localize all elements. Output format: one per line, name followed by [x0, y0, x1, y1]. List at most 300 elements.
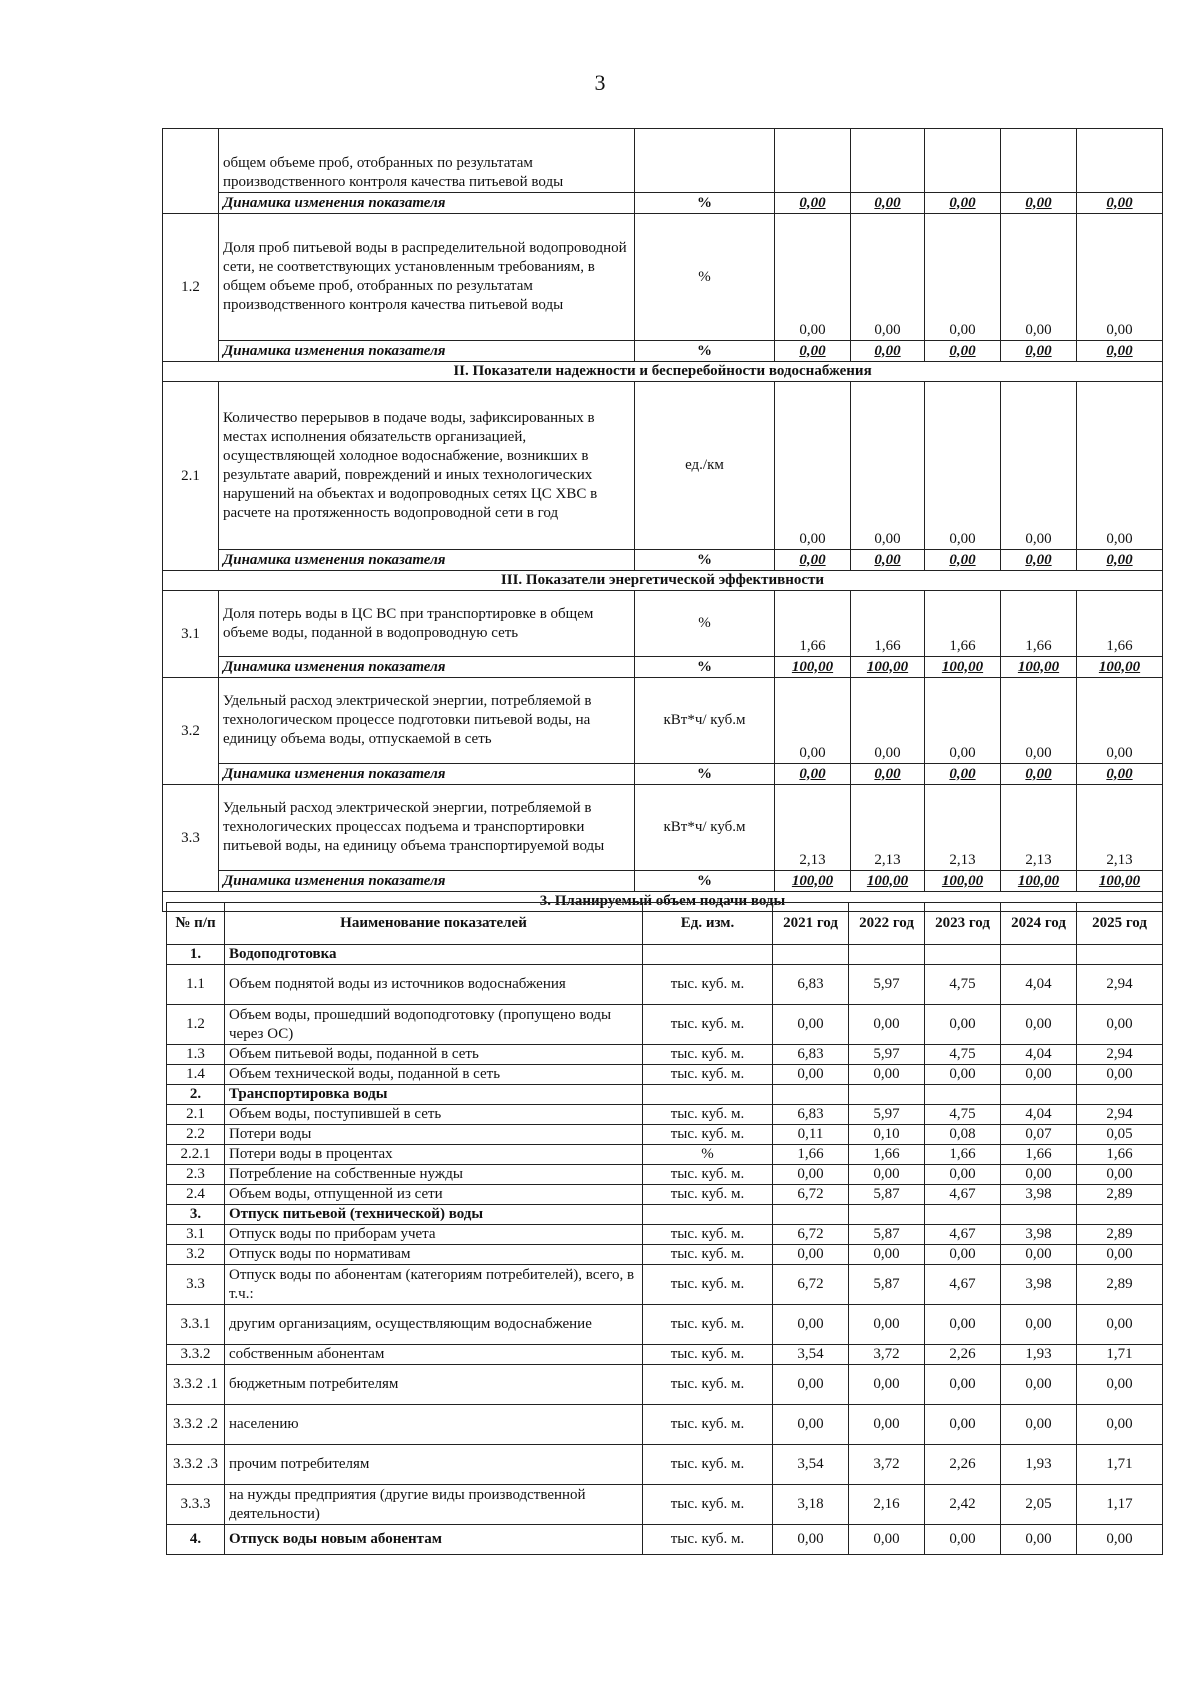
table-row — [167, 1305, 1163, 1345]
value: 5,97 — [849, 1045, 925, 1065]
value: 2,13 — [775, 785, 851, 871]
col-header-year: 2023 год — [925, 903, 1001, 945]
value: 0,00 — [849, 1245, 925, 1265]
value: 0,00 — [1001, 1305, 1077, 1345]
value: 0,00 — [773, 1405, 849, 1445]
section-title: II. Показатели надежности и бесперебойности водоснабжения — [163, 362, 1163, 382]
indicator-name: Отпуск воды по абонентам (категориям потребителей), всего, в т.ч.: — [225, 1265, 643, 1305]
value: 0,00 — [1077, 382, 1163, 550]
value: 0,00 — [925, 1165, 1001, 1185]
table-row — [167, 965, 1163, 1005]
value — [773, 1085, 849, 1105]
value: 0,00 — [1001, 678, 1077, 764]
table-row — [163, 785, 1163, 871]
dynamics-value: 0,00 — [1001, 193, 1077, 214]
row-number: 3.3.3 — [167, 1485, 225, 1525]
value: 0,00 — [1077, 1005, 1163, 1045]
value: 0,05 — [1077, 1125, 1163, 1145]
value — [925, 1205, 1001, 1225]
row-number: 1.1 — [167, 965, 225, 1005]
indicator-name: Объем технической воды, поданной в сеть — [225, 1065, 643, 1085]
indicator-name: другим организациям, осуществляющим водоснабжение — [225, 1305, 643, 1345]
table-row — [167, 1045, 1163, 1065]
dynamics-label: Динамика изменения показателя — [219, 657, 635, 678]
dynamics-row — [163, 341, 1163, 362]
value — [925, 945, 1001, 965]
dynamics-label: Динамика изменения показателя — [219, 341, 635, 362]
section-row — [163, 571, 1163, 591]
table-row — [167, 1345, 1163, 1365]
dynamics-value: 0,00 — [851, 764, 925, 785]
value: 0,00 — [1001, 1165, 1077, 1185]
indicator-name: общем объеме проб, отобранных по результатам производственного контроля качества питьевой воды — [219, 129, 635, 193]
value: 0,00 — [1077, 1165, 1163, 1185]
value: 0,00 — [1077, 1405, 1163, 1445]
planned-volume-table — [166, 902, 1163, 1555]
unit: тыс. куб. м. — [643, 1525, 773, 1555]
table-row — [167, 1225, 1163, 1245]
value: 2,16 — [849, 1485, 925, 1525]
value: 0,00 — [849, 1305, 925, 1345]
row-number: 3.3.2 .2 — [167, 1405, 225, 1445]
table-row — [163, 129, 1163, 193]
value: 2,42 — [925, 1485, 1001, 1525]
unit — [643, 1085, 773, 1105]
value: 0,00 — [925, 214, 1001, 341]
indicator-name: Отпуск воды новым абонентам — [225, 1525, 643, 1555]
row-number: 1.2 — [163, 214, 219, 362]
value: 0,00 — [775, 382, 851, 550]
unit: тыс. куб. м. — [643, 1405, 773, 1445]
row-number: 3.1 — [167, 1225, 225, 1245]
value: 4,75 — [925, 1045, 1001, 1065]
value: 0,00 — [1001, 1065, 1077, 1085]
dynamics-label: Динамика изменения показателя — [219, 871, 635, 892]
dynamics-value: 100,00 — [775, 871, 851, 892]
value: 1,66 — [1001, 1145, 1077, 1165]
planned-volume-body — [167, 945, 1163, 1555]
indicator-name: на нужды предприятия (другие виды производственной деятельности) — [225, 1485, 643, 1525]
dynamics-row — [163, 193, 1163, 214]
table-row — [167, 1125, 1163, 1145]
unit: ед./км — [635, 382, 775, 550]
value: 0,00 — [1077, 1365, 1163, 1405]
dynamics-value: 0,00 — [851, 193, 925, 214]
dynamics-value: 0,00 — [1077, 764, 1163, 785]
section-title: III. Показатели энергетической эффективности — [163, 571, 1163, 591]
value: 0,11 — [773, 1125, 849, 1145]
unit: тыс. куб. м. — [643, 1245, 773, 1265]
value: 1,71 — [1077, 1445, 1163, 1485]
unit: тыс. куб. м. — [643, 1305, 773, 1345]
table-row — [163, 591, 1163, 657]
value: 2,05 — [1001, 1485, 1077, 1525]
value: 0,00 — [1077, 678, 1163, 764]
dynamics-value: 100,00 — [925, 871, 1001, 892]
value: 1,17 — [1077, 1485, 1163, 1525]
unit: % — [635, 591, 775, 657]
value: 2,89 — [1077, 1265, 1163, 1305]
dynamics-value: 0,00 — [1001, 550, 1077, 571]
value: 6,72 — [773, 1225, 849, 1245]
col-header-unit: Ед. изм. — [643, 903, 773, 945]
value: 3,98 — [1001, 1265, 1077, 1305]
unit: % — [635, 214, 775, 341]
value: 6,83 — [773, 1105, 849, 1125]
value: 0,00 — [773, 1065, 849, 1085]
row-number: 1. — [167, 945, 225, 965]
dynamics-value: 0,00 — [1077, 341, 1163, 362]
value — [849, 1085, 925, 1105]
group-row — [167, 1085, 1163, 1105]
value: 3,18 — [773, 1485, 849, 1525]
row-number: 3.3.2 — [167, 1345, 225, 1365]
value — [773, 945, 849, 965]
row-number: 3.3.1 — [167, 1305, 225, 1345]
table-row — [163, 382, 1163, 550]
unit: тыс. куб. м. — [643, 965, 773, 1005]
dynamics-value: 100,00 — [1001, 657, 1077, 678]
indicator-name: Удельный расход электрической энергии, потребляемой в технологических процессах подъема и транспортировки питьевой воды, на единицу объема транспортируемой воды — [219, 785, 635, 871]
dynamics-value: 100,00 — [851, 871, 925, 892]
unit: тыс. куб. м. — [643, 1065, 773, 1085]
value: 4,75 — [925, 1105, 1001, 1125]
dynamics-value: 0,00 — [1001, 341, 1077, 362]
value: 1,93 — [1001, 1345, 1077, 1365]
value — [1077, 945, 1163, 965]
value: 1,66 — [925, 591, 1001, 657]
dynamics-unit: % — [635, 871, 775, 892]
value: 0,00 — [1001, 1245, 1077, 1265]
unit — [643, 1205, 773, 1225]
value: 0,00 — [925, 1305, 1001, 1345]
unit: тыс. куб. м. — [643, 1005, 773, 1045]
value: 0,00 — [925, 382, 1001, 550]
col-header-number: № п/п — [167, 903, 225, 945]
value: 0,00 — [1001, 1005, 1077, 1045]
value: 1,66 — [849, 1145, 925, 1165]
value: 5,87 — [849, 1185, 925, 1205]
unit: тыс. куб. м. — [643, 1045, 773, 1065]
value: 0,00 — [851, 382, 925, 550]
row-number: 3.3 — [167, 1265, 225, 1305]
value: 0,00 — [775, 678, 851, 764]
value: 0,00 — [1001, 1525, 1077, 1555]
unit: тыс. куб. м. — [643, 1265, 773, 1305]
value: 3,72 — [849, 1445, 925, 1485]
unit: тыс. куб. м. — [643, 1185, 773, 1205]
table-header-row — [167, 903, 1163, 945]
value: 3,54 — [773, 1345, 849, 1365]
col-header-year: 2021 год — [773, 903, 849, 945]
value: 2,89 — [1077, 1225, 1163, 1245]
value: 0,08 — [925, 1125, 1001, 1145]
dynamics-value: 0,00 — [775, 341, 851, 362]
value: 0,00 — [925, 1365, 1001, 1405]
value — [849, 945, 925, 965]
unit: тыс. куб. м. — [643, 1485, 773, 1525]
value: 2,94 — [1077, 1105, 1163, 1125]
value: 0,00 — [775, 214, 851, 341]
value: 4,04 — [1001, 1105, 1077, 1125]
table-row — [167, 1445, 1163, 1485]
value: 4,67 — [925, 1225, 1001, 1245]
value: 3,54 — [773, 1445, 849, 1485]
value: 0,00 — [851, 214, 925, 341]
value: 0,00 — [849, 1065, 925, 1085]
value: 4,04 — [1001, 965, 1077, 1005]
value: 4,67 — [925, 1265, 1001, 1305]
unit: тыс. куб. м. — [643, 1165, 773, 1185]
indicator-name: Потребление на собственные нужды — [225, 1165, 643, 1185]
value: 0,00 — [1001, 382, 1077, 550]
unit: тыс. куб. м. — [643, 1225, 773, 1245]
table-row — [167, 1245, 1163, 1265]
value: 0,00 — [849, 1165, 925, 1185]
value — [1001, 1205, 1077, 1225]
value: 2,94 — [1077, 965, 1163, 1005]
row-number: 2.1 — [163, 382, 219, 571]
dynamics-row — [163, 550, 1163, 571]
dynamics-value: 0,00 — [775, 550, 851, 571]
row-number: 3.2 — [163, 678, 219, 785]
row-number: 3.3.2 .3 — [167, 1445, 225, 1485]
value: 0,00 — [925, 1005, 1001, 1045]
group-row — [167, 1205, 1163, 1225]
row-number: 2. — [167, 1085, 225, 1105]
value: 5,87 — [849, 1265, 925, 1305]
value: 1,71 — [1077, 1345, 1163, 1365]
dynamics-row — [163, 764, 1163, 785]
value: 1,66 — [775, 591, 851, 657]
value: 1,66 — [851, 591, 925, 657]
value: 0,00 — [1077, 1245, 1163, 1265]
value: 2,89 — [1077, 1185, 1163, 1205]
dynamics-value: 0,00 — [775, 764, 851, 785]
col-header-year: 2025 год — [1077, 903, 1163, 945]
indicator-name: населению — [225, 1405, 643, 1445]
value — [1001, 1085, 1077, 1105]
indicator-name: Количество перерывов в подаче воды, зафиксированных в местах исполнения обязательств организацией, осуществляющей холодное водоснабжение, возникших в результате аварий, повреждений и иных технологических нарушений на объектах и водопроводных сетях ЦС ХВС в расчете на протяженность водопроводной сети в год — [219, 382, 635, 550]
unit: тыс. куб. м. — [643, 1105, 773, 1125]
value: 1,93 — [1001, 1445, 1077, 1485]
indicator-name: прочим потребителям — [225, 1445, 643, 1485]
dynamics-unit: % — [635, 657, 775, 678]
unit: тыс. куб. м. — [643, 1125, 773, 1145]
row-number: 3. — [167, 1205, 225, 1225]
value: 0,00 — [773, 1165, 849, 1185]
value: 0,00 — [1077, 1525, 1163, 1555]
value: 0,00 — [925, 1065, 1001, 1085]
value: 0,00 — [773, 1305, 849, 1345]
dynamics-label: Динамика изменения показателя — [219, 764, 635, 785]
row-number: 4. — [167, 1525, 225, 1555]
value: 1,66 — [1077, 1145, 1163, 1165]
table-row — [167, 1525, 1163, 1555]
row-number: 3.1 — [163, 591, 219, 678]
table-row — [167, 1105, 1163, 1125]
page-number: 3 — [594, 70, 606, 95]
indicator-name: Объем воды, прошедший водоподготовку (пропущено воды через ОС) — [225, 1005, 643, 1045]
table-row — [167, 1005, 1163, 1045]
table-row — [167, 1185, 1163, 1205]
value: 2,26 — [925, 1445, 1001, 1485]
value: 6,72 — [773, 1185, 849, 1205]
value: 0,00 — [1001, 214, 1077, 341]
value: 6,83 — [773, 965, 849, 1005]
value: 6,83 — [773, 1045, 849, 1065]
indicator-name: бюджетным потребителям — [225, 1365, 643, 1405]
value: 2,13 — [1001, 785, 1077, 871]
table-row — [167, 1405, 1163, 1445]
unit: тыс. куб. м. — [643, 1445, 773, 1485]
value: 4,67 — [925, 1185, 1001, 1205]
value: 5,97 — [849, 965, 925, 1005]
value: 3,98 — [1001, 1225, 1077, 1245]
value: 0,00 — [773, 1525, 849, 1555]
unit — [643, 945, 773, 965]
indicator-name: Потери воды — [225, 1125, 643, 1145]
value: 0,00 — [849, 1005, 925, 1045]
value: 0,10 — [849, 1125, 925, 1145]
value: 5,87 — [849, 1225, 925, 1245]
value: 0,00 — [849, 1405, 925, 1445]
row-number: 2.3 — [167, 1165, 225, 1185]
value — [1077, 1205, 1163, 1225]
dynamics-value: 100,00 — [1077, 871, 1163, 892]
indicator-name: Водоподготовка — [225, 945, 643, 965]
indicator-name: Доля потерь воды в ЦС ВС при транспортировке в общем объеме воды, поданной в водопроводную сеть — [219, 591, 635, 657]
dynamics-value: 0,00 — [925, 193, 1001, 214]
dynamics-value: 100,00 — [1077, 657, 1163, 678]
row-number: 3.2 — [167, 1245, 225, 1265]
dynamics-value: 100,00 — [851, 657, 925, 678]
dynamics-value: 100,00 — [775, 657, 851, 678]
row-number: 3.3.2 .1 — [167, 1365, 225, 1405]
table-row — [167, 1365, 1163, 1405]
indicator-name: Объем питьевой воды, поданной в сеть — [225, 1045, 643, 1065]
value: 3,98 — [1001, 1185, 1077, 1205]
unit: тыс. куб. м. — [643, 1365, 773, 1405]
table-row — [167, 1265, 1163, 1305]
value — [925, 1085, 1001, 1105]
value: 1,66 — [1001, 591, 1077, 657]
value: 3,72 — [849, 1345, 925, 1365]
value: 2,13 — [1077, 785, 1163, 871]
table-row — [163, 678, 1163, 764]
dynamics-value: 0,00 — [1077, 550, 1163, 571]
value: 1,66 — [773, 1145, 849, 1165]
value: 2,13 — [851, 785, 925, 871]
value: 2,13 — [925, 785, 1001, 871]
value: 0,00 — [1077, 214, 1163, 341]
value: 0,00 — [925, 1245, 1001, 1265]
value: 0,00 — [925, 1525, 1001, 1555]
value: 0,00 — [773, 1365, 849, 1405]
value: 0,00 — [773, 1005, 849, 1045]
value: 0,00 — [849, 1525, 925, 1555]
row-number: 2.2.1 — [167, 1145, 225, 1165]
value: 4,04 — [1001, 1045, 1077, 1065]
dynamics-value: 0,00 — [925, 550, 1001, 571]
value — [1077, 1085, 1163, 1105]
row-number: 3.3 — [163, 785, 219, 892]
dynamics-value: 100,00 — [925, 657, 1001, 678]
dynamics-value: 0,00 — [1077, 193, 1163, 214]
indicator-name: Доля проб питьевой воды в распределительной водопроводной сети, не соответствующих установленным требованиям, в общем объеме проб, отобранных по результатам производственного контроля качества питьевой воды — [219, 214, 635, 341]
table-row — [163, 214, 1163, 341]
unit: % — [643, 1145, 773, 1165]
indicator-name: Транспортировка воды — [225, 1085, 643, 1105]
dynamics-row — [163, 871, 1163, 892]
dynamics-unit: % — [635, 341, 775, 362]
value: 0,07 — [1001, 1125, 1077, 1145]
value: 0,00 — [851, 678, 925, 764]
dynamics-value: 0,00 — [775, 193, 851, 214]
unit: тыс. куб. м. — [643, 1345, 773, 1365]
unit: кВт*ч/ куб.м — [635, 678, 775, 764]
value: 0,00 — [1077, 1065, 1163, 1085]
group-row — [167, 945, 1163, 965]
value: 2,94 — [1077, 1045, 1163, 1065]
indicator-name: Объем поднятой воды из источников водоснабжения — [225, 965, 643, 1005]
unit: кВт*ч/ куб.м — [635, 785, 775, 871]
indicator-name: собственным абонентам — [225, 1345, 643, 1365]
value: 1,66 — [925, 1145, 1001, 1165]
row-number: 2.4 — [167, 1185, 225, 1205]
dynamics-value: 0,00 — [851, 550, 925, 571]
table-row — [167, 1485, 1163, 1525]
section-row — [163, 362, 1163, 382]
col-header-year: 2024 год — [1001, 903, 1077, 945]
value: 0,00 — [1001, 1365, 1077, 1405]
dynamics-label: Динамика изменения показателя — [219, 550, 635, 571]
row-number: 2.2 — [167, 1125, 225, 1145]
indicator-name: Потери воды в процентах — [225, 1145, 643, 1165]
dynamics-value: 0,00 — [851, 341, 925, 362]
indicator-name: Отпуск воды по приборам учета — [225, 1225, 643, 1245]
value: 0,00 — [1001, 1405, 1077, 1445]
indicator-name: Удельный расход электрической энергии, потребляемой в технологическом процессе подготовки питьевой воды, на единицу объема воды, отпускаемой в сеть — [219, 678, 635, 764]
row-number: 1.3 — [167, 1045, 225, 1065]
dynamics-value: 0,00 — [925, 341, 1001, 362]
dynamics-unit: % — [635, 764, 775, 785]
value: 1,66 — [1077, 591, 1163, 657]
value: 0,00 — [849, 1365, 925, 1405]
indicator-name: Объем воды, отпущенной из сети — [225, 1185, 643, 1205]
indicator-name: Объем воды, поступившей в сеть — [225, 1105, 643, 1125]
value: 2,26 — [925, 1345, 1001, 1365]
value: 4,75 — [925, 965, 1001, 1005]
dynamics-value: 100,00 — [1001, 871, 1077, 892]
col-header-year: 2022 год — [849, 903, 925, 945]
table-row — [167, 1165, 1163, 1185]
table-row — [167, 1065, 1163, 1085]
row-number: 1.4 — [167, 1065, 225, 1085]
dynamics-value: 0,00 — [925, 764, 1001, 785]
value — [1001, 945, 1077, 965]
dynamics-unit: % — [635, 193, 775, 214]
dynamics-value: 0,00 — [1001, 764, 1077, 785]
col-header-name: Наименование показателей — [225, 903, 643, 945]
value: 0,00 — [925, 678, 1001, 764]
dynamics-row — [163, 657, 1163, 678]
value: 0,00 — [773, 1245, 849, 1265]
value: 5,97 — [849, 1105, 925, 1125]
indicators-table — [162, 128, 1163, 912]
value — [849, 1205, 925, 1225]
dynamics-label: Динамика изменения показателя — [219, 193, 635, 214]
